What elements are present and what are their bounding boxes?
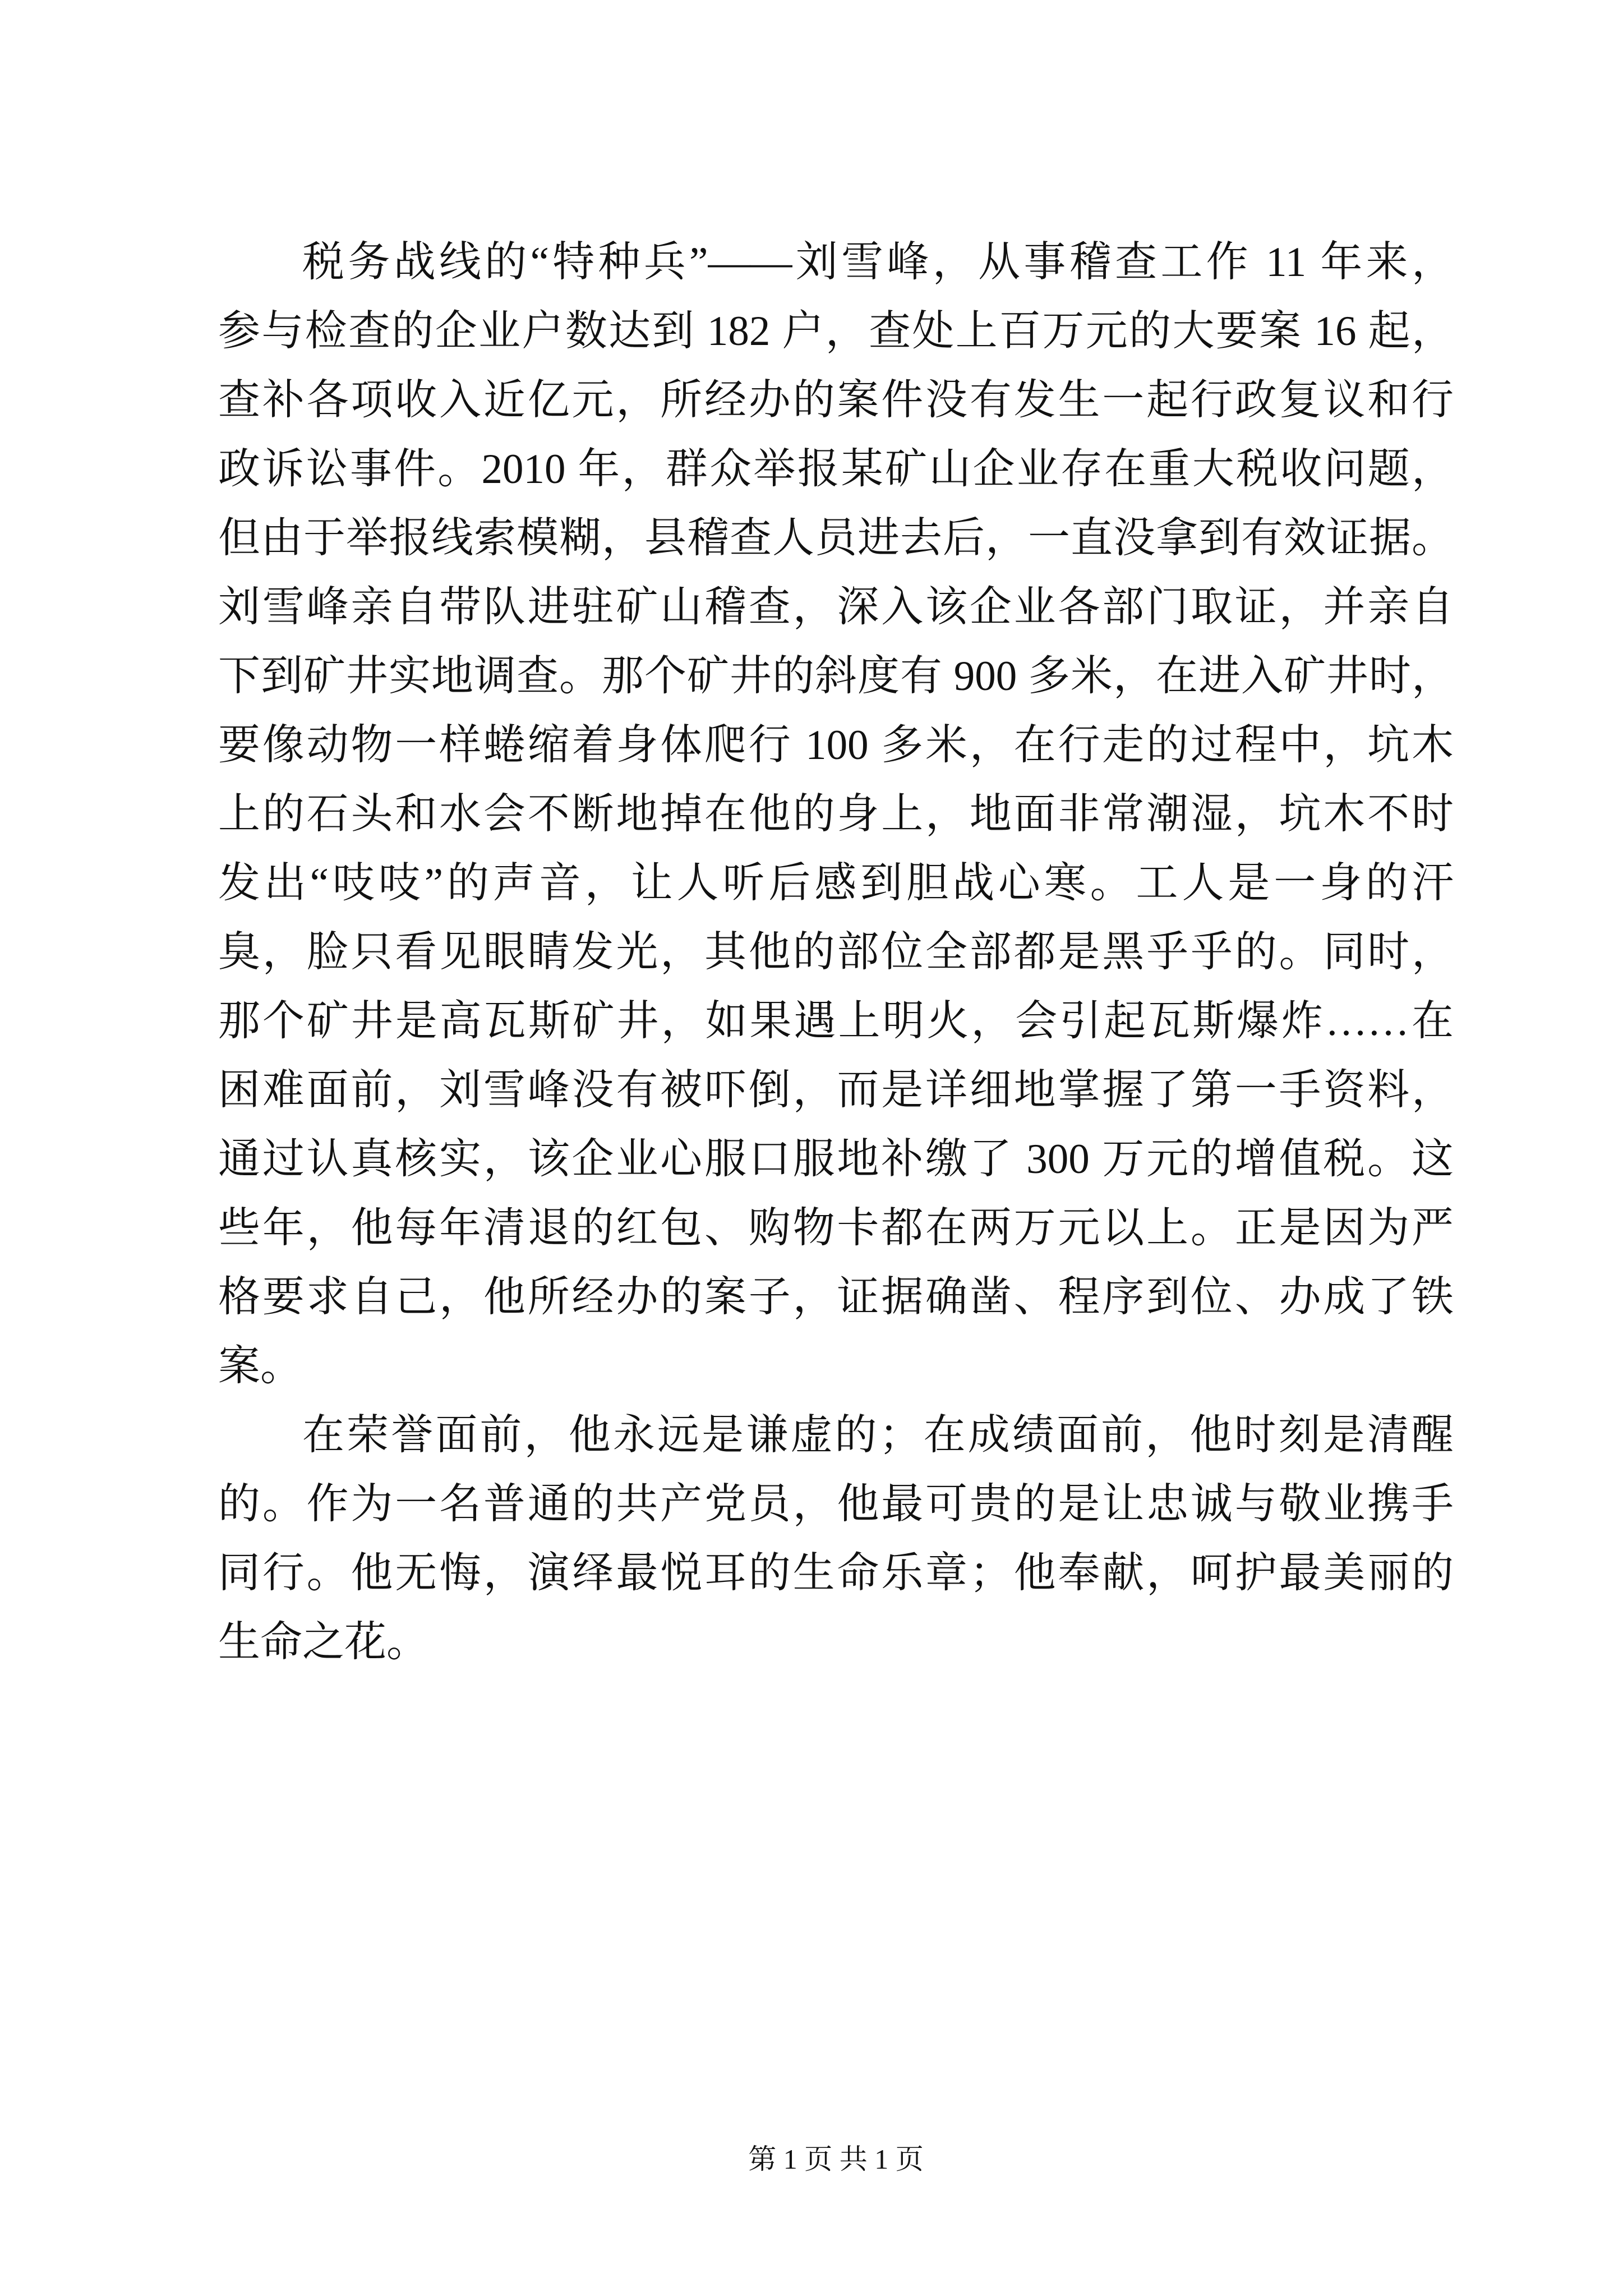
document-body [218,228,1454,1677]
paragraph-line: 在荣誉面前，他永远是谦虚的；在成绩面前，他时刻是清醒 [302,1412,1454,1458]
paragraph-line: 的。作为一名普通的共产党员，他最可贵的是让忠诚与敬业携手 [218,1481,1454,1527]
paragraph-line: 税务战线的“特种兵”——刘雪峰，从事稽查工作 11 年来， [302,239,1454,286]
paragraph-line: 生命之花。 [218,1619,429,1665]
paragraph-line: 臭，脸只看见眼睛发光，其他的部位全部都是黑乎乎的。同时， [218,929,1454,976]
paragraph-line: 发出“吱吱”的声音，让人听后感到胆战心寒。工人是一身的汗 [218,860,1454,907]
page-number-label: 第 1 页 共 1 页 [748,2143,924,2175]
paragraph-line: 些年，他每年清退的红包、购物卡都在两万元以上。正是因为严 [218,1205,1454,1251]
paragraph-line: 查补各项收入近亿元，所经办的案件没有发生一起行政复议和行 [218,377,1454,424]
paragraph-line: 那个矿井是高瓦斯矿井，如果遇上明火，会引起瓦斯爆炸……在 [218,998,1454,1045]
paragraph [218,1401,1454,1677]
paragraph-line: 参与检查的企业户数达到 182 户，查处上百万元的大要案 16 起， [218,308,1454,355]
paragraph-line: 但由于举报线索模糊，县稽查人员进去后，一直没拿到有效证据。 [218,515,1454,562]
paragraph-line: 通过认真核实，该企业心服口服地补缴了 300 万元的增值税。这 [218,1136,1454,1182]
page-footer [218,2137,1454,2182]
paragraph [218,228,1454,1401]
paragraph-line: 政诉讼事件。2010 年，群众举报某矿山企业存在重大税收问题， [218,446,1454,493]
paragraph-line: 同行。他无悔，演绎最悦耳的生命乐章；他奉献，呵护最美丽的 [218,1550,1454,1596]
paragraph-line: 要像动物一样蜷缩着身体爬行 100 多米，在行走的过程中，坑木 [218,722,1454,769]
paragraph-line: 困难面前，刘雪峰没有被吓倒，而是详细地掌握了第一手资料， [218,1067,1454,1114]
paragraph-line: 下到矿井实地调查。那个矿井的斜度有 900 多米，在进入矿井时， [218,653,1454,700]
paragraph-line: 刘雪峰亲自带队进驻矿山稽查，深入该企业各部门取证，并亲自 [218,584,1454,631]
paragraph-line: 案。 [218,1343,303,1389]
paragraph-line: 上的石头和水会不断地掉在他的身上，地面非常潮湿，坑木不时 [218,791,1454,838]
paragraph-line: 格要求自己，他所经办的案子，证据确凿、程序到位、办成了铁 [218,1274,1454,1320]
